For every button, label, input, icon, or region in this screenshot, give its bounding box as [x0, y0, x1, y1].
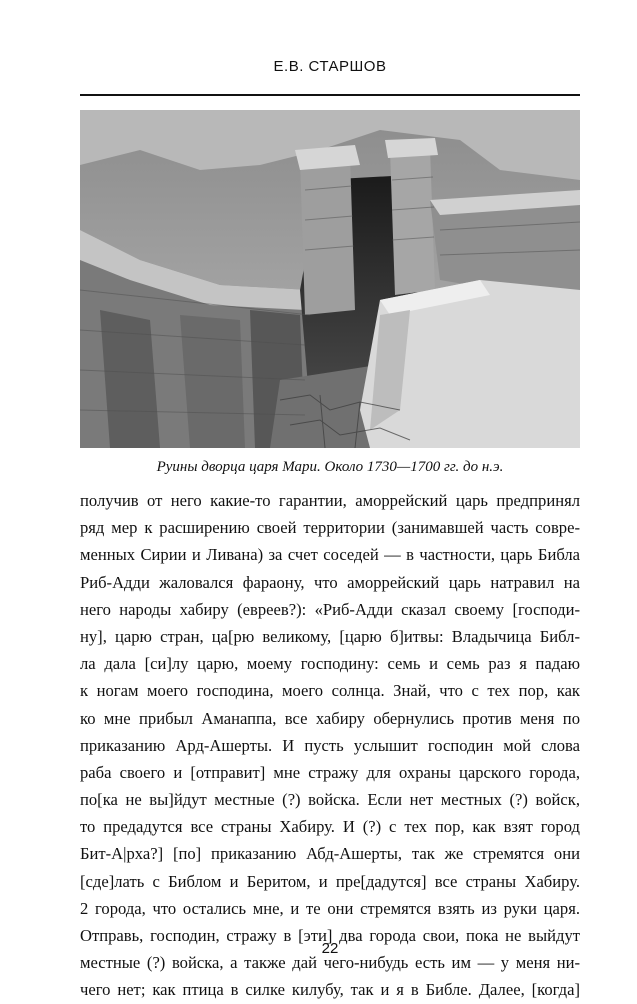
running-header: Е.В. СТАРШОВ	[273, 58, 387, 75]
text-line: ну], царю стран, ца[рю великому, [царю б]итвы: Владычица Библ-	[80, 626, 580, 646]
ruins-photo	[80, 110, 580, 448]
page-number: 22	[321, 940, 339, 957]
ruins-photo-drawing	[80, 110, 580, 448]
text-line: местные (?) войска, а также дай чего-нибудь есть им — у меня ни-	[80, 953, 580, 973]
text-line: ко мне прибыл Аманаппа, все хабиру обернулись против меня по	[80, 708, 580, 728]
text-line: него народы хабиру (евреев?): «Риб-Адди сказал своему [господи-	[80, 599, 580, 619]
text-line: раба своего и [отправит] мне стражу для охраны царского города,	[80, 762, 580, 782]
text-line: Бит-А|рха?] [по] приказанию Абд-Ашерты, так же стремятся они	[80, 844, 580, 864]
text-line: Отправь, господин, стражу в [эти] два города свои, пока не выйдут	[80, 926, 580, 945]
text-line: ряд мер к расширению своей территории (занимавшей часть совре-	[80, 518, 580, 538]
photo-caption: Руины дворца царя Мари. Около 1730—1700 гг. до н.э.	[156, 459, 504, 475]
text-line: ла дала [си]лу царю, моему господину: семь и семь раз я падаю	[80, 654, 580, 674]
text-line: чего нет; как птица в силке килубу, так и я в Библе. Далее, [когда]	[80, 980, 580, 1000]
text-line: менных Сирии и Ливана) за счет соседей — в частности, царь Библа	[80, 545, 580, 565]
text-line: [сде]лать с Библом и Беритом, и пре[дадутся] все страны Хабиру.	[80, 871, 580, 891]
body-text	[80, 487, 580, 1004]
text-line: по[ка не вы]йдут местные (?) войска. Если нет местных (?) войск,	[80, 790, 580, 810]
text-line: Риб-Адди жаловался фараону, что аморрейский царь натравил на	[80, 572, 580, 592]
text-line: получив от него какие-то гарантии, аморрейский царь предпринял	[80, 491, 580, 510]
text-line: к ногам моего господина, моего солнца. Знай, что с тех пор, как	[80, 681, 580, 701]
header-rule	[80, 94, 580, 96]
text-line: то предадутся все страны Хабиру. И (?) с тех пор, как взят город	[80, 817, 580, 837]
text-line: приказанию Ард-Ашерты. И пусть услышит господин мой слова	[80, 735, 580, 755]
text-line: 2 города, что остались мне, и те они стремятся взять из руки царя.	[80, 898, 580, 918]
